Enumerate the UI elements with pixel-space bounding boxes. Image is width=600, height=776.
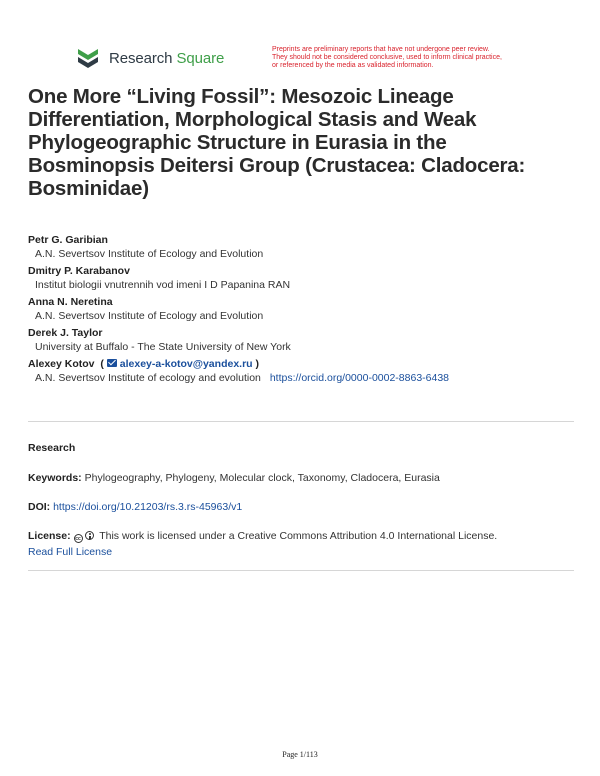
author-affiliation: A.N. Severtsov Institute of Ecology and Evolution — [35, 310, 264, 322]
author-name: Petr G. Garibian — [28, 234, 108, 246]
author-entry — [28, 295, 578, 323]
author-affiliation: Institut biologii vnutrennih vod imeni I D Papanina RAN — [35, 279, 291, 291]
preprint-notice — [272, 46, 572, 70]
preprint-notice-line: or referenced by the media as validated information. — [272, 62, 434, 69]
keywords-text: Phylogeography, Phylogeny, Molecular clock, Taxonomy, Cladocera, Eurasia — [84, 472, 440, 484]
logo-research-text: Research — [109, 49, 173, 67]
page-header — [74, 46, 574, 76]
author-affiliation: A.N. Severtsov Institute of ecology and evolution — [35, 372, 261, 384]
article-type-section — [28, 440, 578, 456]
author-name: Derek J. Taylor — [28, 327, 103, 339]
divider — [28, 421, 574, 422]
author-email: alexey-a-kotov@yandex.ru — [119, 358, 253, 370]
license-label: License: — [28, 530, 71, 542]
orcid-link[interactable]: https://orcid.org/0000-0002-8863-6438 — [269, 372, 450, 384]
logo-wordmark — [109, 50, 224, 67]
read-full-license-link[interactable]: Read Full License — [28, 546, 113, 558]
attribution-icon — [85, 531, 94, 540]
author-entry — [28, 326, 578, 354]
doi-label: DOI: — [28, 501, 51, 513]
license-section — [28, 528, 578, 560]
doi-link[interactable]: https://doi.org/10.21203/rs.3.rs-45963/v1 — [53, 501, 243, 513]
author-entry — [28, 233, 578, 261]
author-list — [28, 233, 578, 388]
author-name: Anna N. Neretina — [28, 296, 113, 308]
author-entry — [28, 357, 578, 385]
envelope-icon — [107, 359, 117, 367]
author-entry — [28, 264, 578, 292]
preprint-notice-line: Preprints are preliminary reports that have not undergone peer review. — [272, 46, 490, 53]
author-affiliation-row — [28, 371, 578, 385]
creative-commons-icon: cc — [75, 536, 81, 542]
article-type: Research — [28, 442, 76, 454]
author-name: Alexey Kotov — [28, 358, 95, 370]
preprint-notice-line: They should not be considered conclusive, used to inform clinical practice, — [272, 54, 502, 61]
author-email-link[interactable] — [107, 358, 253, 370]
divider — [28, 570, 574, 571]
author-affiliation: A.N. Severtsov Institute of Ecology and Evolution — [35, 248, 264, 260]
keywords-section — [28, 470, 578, 486]
research-square-logo[interactable] — [74, 46, 224, 70]
logo-square-text: Square — [176, 49, 225, 67]
license-text: This work is licensed under a Creative Commons Attribution 4.0 International License. — [99, 530, 498, 542]
keywords-label: Keywords: — [28, 472, 82, 484]
doi-section — [28, 499, 578, 515]
corresponding-author-name: Alexey Kotov ( alexey-a-kotov@yandex.ru ) — [28, 358, 259, 370]
article-title: One More “Living Fossil”: Mesozoic Lineage Differentiation, Morphological Stasis and Weak Phylogeographic Structure in Eurasia in the Bosminopsis Deitersi Group (Crustacea: Cladocera: Bosminidae) — [28, 85, 526, 200]
author-affiliation: University at Buffalo - The State University of New York — [35, 341, 291, 353]
page-number: Page 1/113 — [282, 750, 318, 759]
research-square-logo-icon — [74, 46, 102, 70]
author-name: Dmitry P. Karabanov — [28, 265, 130, 277]
